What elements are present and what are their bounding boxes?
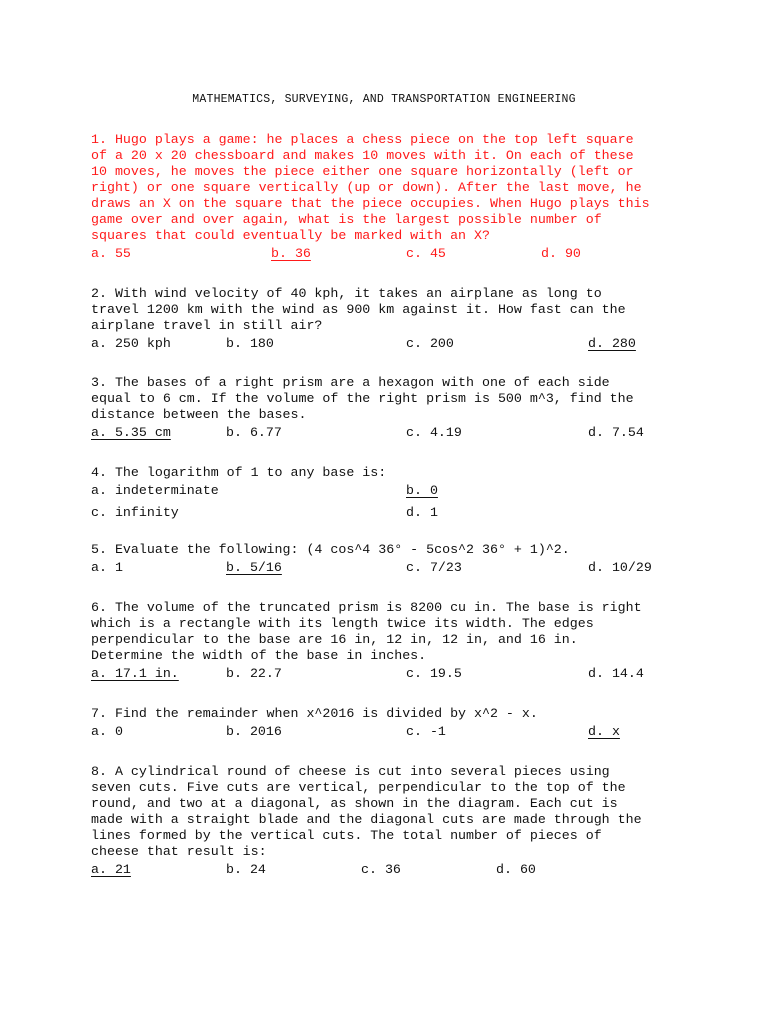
choice-b: b. 180 [226, 336, 274, 351]
choice-b: b. 2016 [226, 724, 282, 739]
choice-a-correct: a. 5.35 cm [91, 425, 171, 440]
choice-c: c. 7/23 [406, 560, 462, 575]
question-text: 1. Hugo plays a game: he places a chess piece on the top left square of a 20 x 20 chessboard and makes 10 moves with it. On each of these 10 moves, he moves the piece either one square horizontally (left or right) or one square vertically (up or down). After the last move, he draws an X on the square that the piece occupies. When Hugo plays this game over and over again, what is the largest possible number of squares that could eventually be marked with an X? [91, 132, 650, 243]
question-1 [91, 132, 691, 266]
question-text: 3. The bases of a right prism are a hexagon with one of each side equal to 6 cm. If the volume of the right prism is 500 m^3, find the distance between the bases. [91, 375, 634, 422]
choice-d: d. 14.4 [588, 666, 644, 681]
question-text: 5. Evaluate the following: (4 cos^4 36° - 5cos^2 36° + 1)^2. [91, 542, 570, 557]
choice-b: b. 24 [226, 862, 266, 877]
question-text: 4. The logarithm of 1 to any base is: [91, 465, 387, 480]
choice-c: c. -1 [406, 724, 446, 739]
choice-a: a. indeterminate [91, 483, 219, 498]
choice-c: c. 4.19 [406, 425, 462, 440]
choice-d: d. 1 [406, 505, 438, 520]
question-6 [91, 600, 691, 686]
choice-a: a. 55 [91, 246, 131, 261]
choice-d: d. 60 [496, 862, 536, 877]
choice-a-correct: a. 17.1 in. [91, 666, 179, 681]
question-4 [91, 465, 691, 525]
question-text: 6. The volume of the truncated prism is 8200 cu in. The base is right which is a rectangle with its length twice its width. The edges perpendicular to the base are 16 in, 12 in, 12 in, and 16 in. Determine the width of the base in inches. [91, 600, 642, 663]
choices [91, 483, 691, 503]
choices [91, 425, 691, 445]
question-2 [91, 286, 691, 356]
choice-c: c. 19.5 [406, 666, 462, 681]
choice-b: b. 6.77 [226, 425, 282, 440]
choices [91, 724, 691, 744]
choices [91, 560, 691, 580]
choice-b-correct: b. 5/16 [226, 560, 282, 575]
choice-c: c. 200 [406, 336, 454, 351]
question-8 [91, 764, 691, 882]
choices [91, 336, 691, 356]
choices [91, 862, 691, 882]
choice-b-correct: b. 0 [406, 483, 438, 498]
choice-a: a. 0 [91, 724, 123, 739]
choice-c: c. infinity [91, 505, 179, 520]
choices-row-2 [91, 505, 691, 525]
choice-d-correct: d. x [588, 724, 620, 739]
question-3 [91, 375, 691, 445]
question-7 [91, 706, 691, 744]
choice-b: b. 22.7 [226, 666, 282, 681]
choice-c: c. 45 [406, 246, 446, 261]
choice-d-correct: d. 280 [588, 336, 636, 351]
choice-d: d. 90 [541, 246, 581, 261]
choice-a: a. 1 [91, 560, 123, 575]
question-text: 7. Find the remainder when x^2016 is divided by x^2 - x. [91, 706, 538, 721]
question-text: 8. A cylindrical round of cheese is cut into several pieces using seven cuts. Five cuts are vertical, perpendicular to the top of the round, and two at a diagonal, as shown in the diagram. Each cut is made with a straight blade and the diagonal cuts are made through the lines formed by the vertical cuts. The total number of pieces of cheese that result is: [91, 764, 642, 859]
choices [91, 666, 691, 686]
choice-d: d. 10/29 [588, 560, 652, 575]
choice-a: a. 250 kph [91, 336, 171, 351]
choices [91, 246, 691, 266]
question-text: 2. With wind velocity of 40 kph, it takes an airplane as long to travel 1200 km with the wind as 900 km against it. How fast can the airplane travel in still air? [91, 286, 626, 333]
choice-c: c. 36 [361, 862, 401, 877]
page-title: MATHEMATICS, SURVEYING, AND TRANSPORTATION ENGINEERING [192, 93, 576, 106]
question-5 [91, 542, 691, 580]
choice-a-correct: a. 21 [91, 862, 131, 877]
choice-d: d. 7.54 [588, 425, 644, 440]
choice-b-correct: b. 36 [271, 246, 311, 261]
